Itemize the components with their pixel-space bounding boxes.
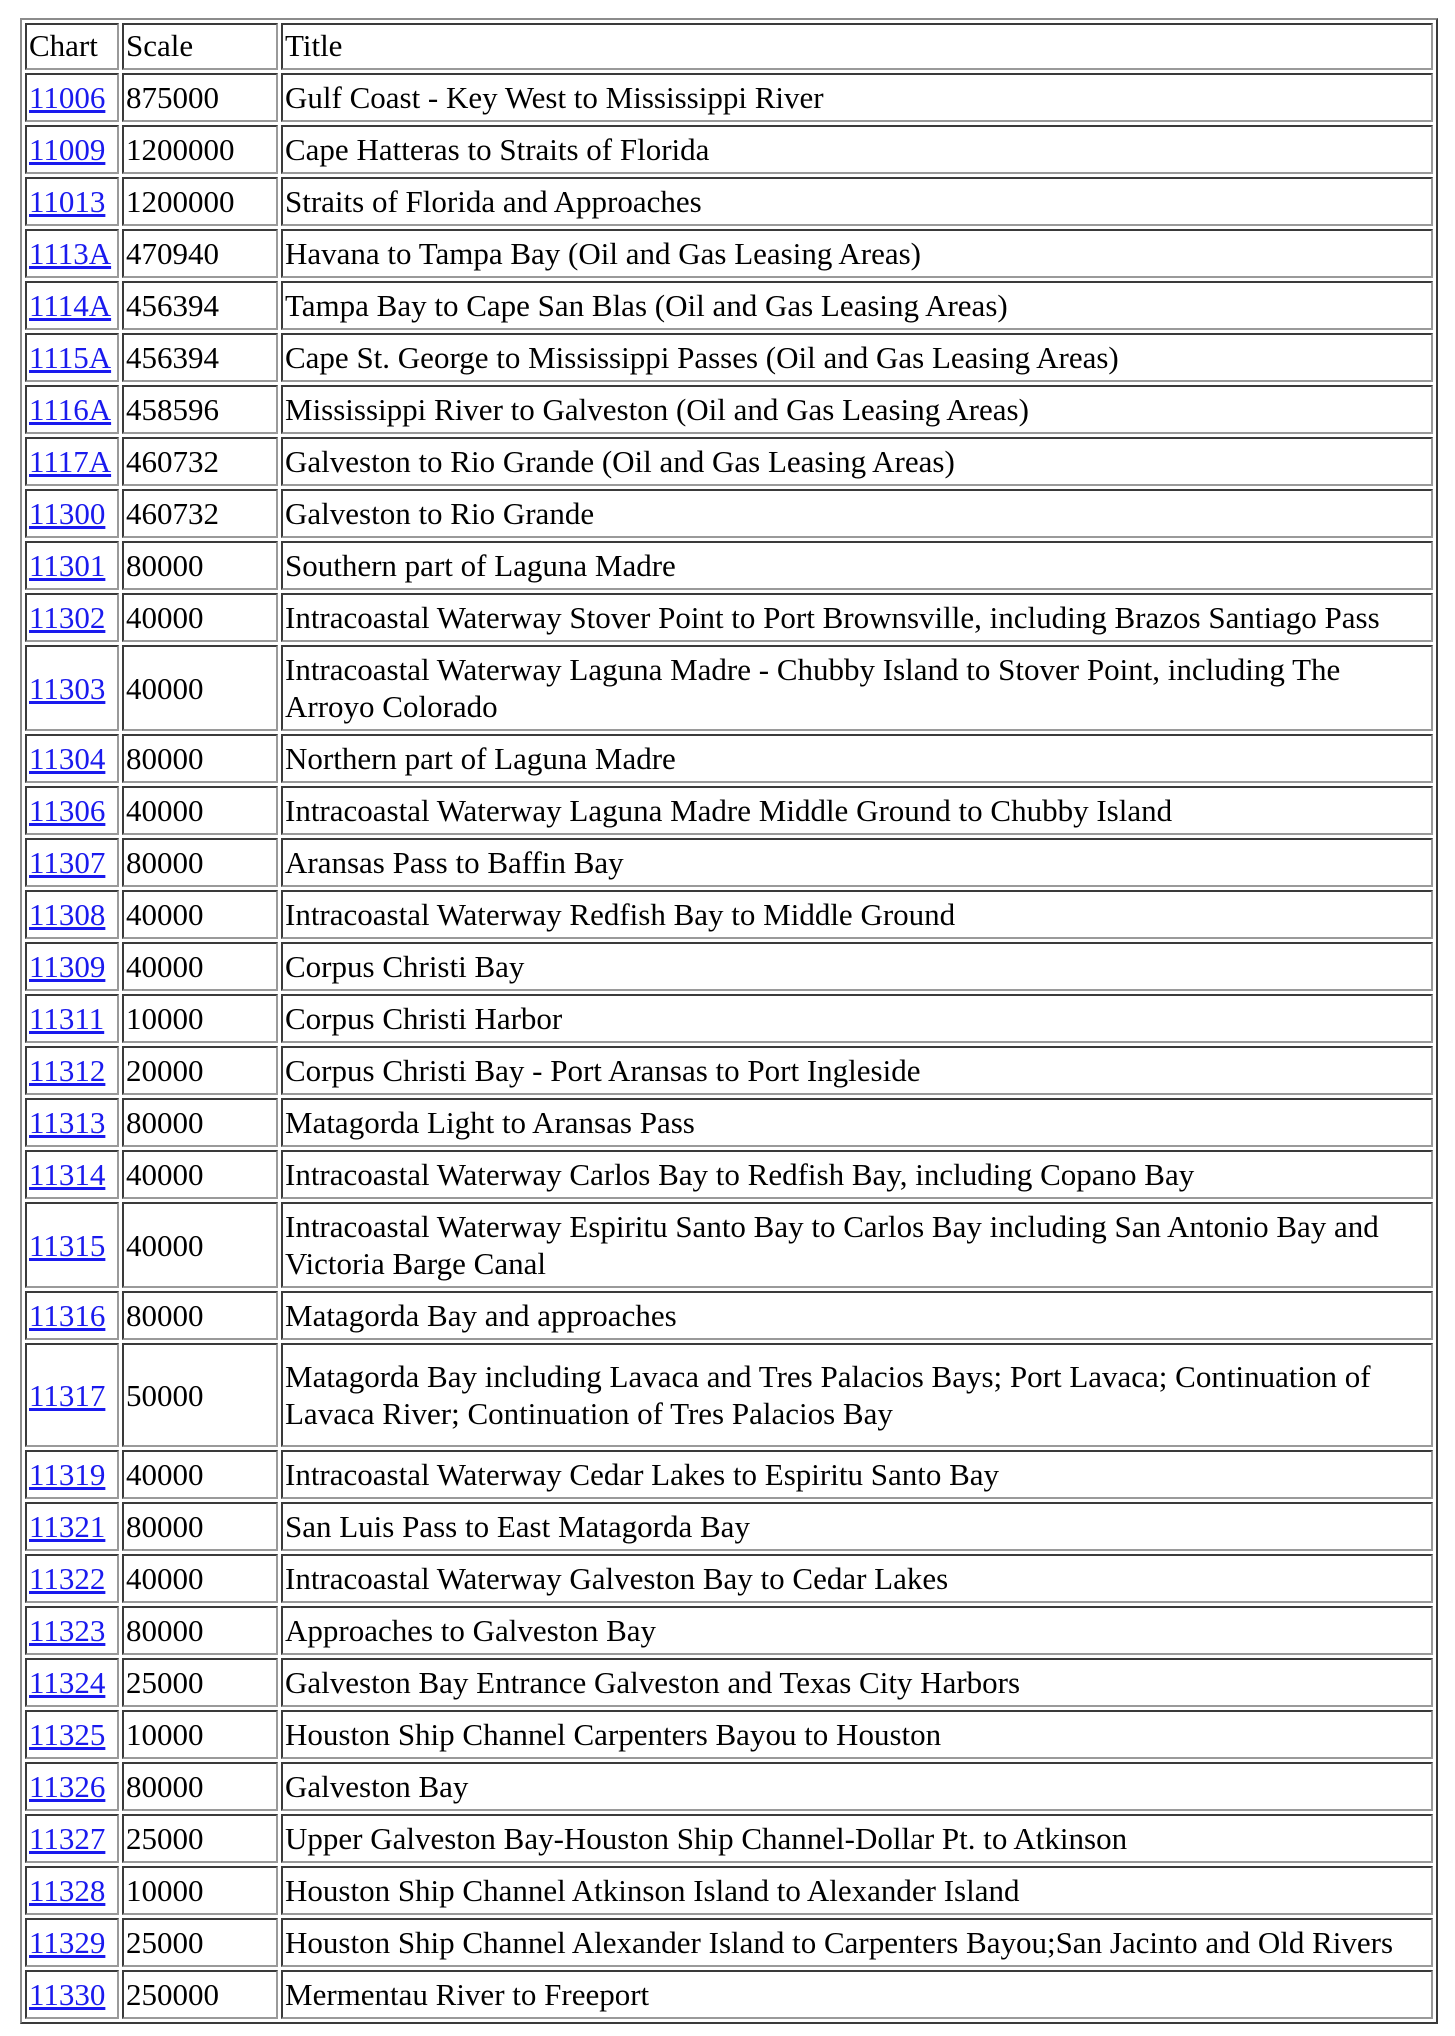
table-row — [25, 1710, 1433, 1759]
table-row — [25, 437, 1433, 486]
table-row — [25, 1343, 1433, 1447]
table-header-row — [25, 23, 1433, 70]
chart-number-cell — [25, 1970, 119, 2019]
chart-number-link[interactable]: 11307 — [29, 845, 106, 880]
chart-number-cell — [25, 786, 119, 835]
title-cell: Galveston to Rio Grande — [281, 489, 1433, 538]
scale-cell: 40000 — [122, 1450, 278, 1499]
chart-number-link[interactable]: 11301 — [29, 548, 106, 583]
chart-number-cell — [25, 994, 119, 1043]
title-cell: Cape Hatteras to Straits of Florida — [281, 125, 1433, 174]
scale-cell: 40000 — [122, 593, 278, 642]
chart-number-link[interactable]: 11317 — [29, 1377, 106, 1413]
chart-number-link[interactable]: 11312 — [29, 1053, 106, 1088]
table-row — [25, 541, 1433, 590]
chart-number-link[interactable]: 11316 — [29, 1298, 106, 1333]
table-row — [25, 1502, 1433, 1551]
scale-cell: 40000 — [122, 786, 278, 835]
chart-number-link[interactable]: 1113A — [29, 236, 112, 271]
chart-number-cell — [25, 890, 119, 939]
table-row — [25, 1554, 1433, 1603]
chart-number-link[interactable]: 11306 — [29, 793, 106, 828]
scale-cell: 25000 — [122, 1814, 278, 1863]
table-row — [25, 838, 1433, 887]
scale-cell: 80000 — [122, 838, 278, 887]
table-row — [25, 1762, 1433, 1811]
chart-number-link[interactable]: 11330 — [29, 1977, 106, 2012]
chart-number-cell — [25, 1814, 119, 1863]
scale-cell: 10000 — [122, 994, 278, 1043]
table-row — [25, 1658, 1433, 1707]
table-row — [25, 229, 1433, 278]
chart-number-cell — [25, 541, 119, 590]
table-row — [25, 489, 1433, 538]
chart-number-link[interactable]: 11314 — [29, 1157, 106, 1192]
chart-number-cell — [25, 177, 119, 226]
table-row — [25, 942, 1433, 991]
table-row — [25, 593, 1433, 642]
chart-number-cell — [25, 73, 119, 122]
title-cell: Matagorda Bay and approaches — [281, 1291, 1433, 1340]
scale-cell: 80000 — [122, 734, 278, 783]
table-row — [25, 1918, 1433, 1967]
scale-cell: 80000 — [122, 1502, 278, 1551]
table-row — [25, 1098, 1433, 1147]
scale-cell: 10000 — [122, 1710, 278, 1759]
chart-number-cell — [25, 1554, 119, 1603]
header-scale: Scale — [122, 23, 278, 70]
chart-number-cell — [25, 1343, 119, 1447]
chart-number-cell — [25, 1450, 119, 1499]
title-cell: Gulf Coast - Key West to Mississippi River — [281, 73, 1433, 122]
title-cell: Intracoastal Waterway Redfish Bay to Middle Ground — [281, 890, 1433, 939]
title-cell: San Luis Pass to East Matagorda Bay — [281, 1502, 1433, 1551]
table-row — [25, 1606, 1433, 1655]
scale-cell: 1200000 — [122, 177, 278, 226]
chart-number-cell — [25, 125, 119, 174]
scale-cell: 40000 — [122, 1202, 278, 1288]
table-row — [25, 1046, 1433, 1095]
table-row — [25, 1970, 1433, 2019]
scale-cell: 456394 — [122, 281, 278, 330]
table-body — [25, 73, 1433, 2019]
scale-cell: 40000 — [122, 890, 278, 939]
chart-number-link[interactable]: 1115A — [29, 340, 112, 375]
chart-number-cell — [25, 281, 119, 330]
chart-number-cell — [25, 1658, 119, 1707]
scale-cell: 460732 — [122, 489, 278, 538]
scale-cell: 1200000 — [122, 125, 278, 174]
scale-cell: 456394 — [122, 333, 278, 382]
chart-number-cell — [25, 1098, 119, 1147]
chart-number-link[interactable]: 11313 — [29, 1105, 106, 1140]
scale-cell: 50000 — [122, 1343, 278, 1447]
chart-number-cell — [25, 838, 119, 887]
table-row — [25, 1450, 1433, 1499]
chart-number-cell — [25, 1710, 119, 1759]
chart-number-cell — [25, 229, 119, 278]
title-cell: Galveston Bay Entrance Galveston and Texas City Harbors — [281, 1658, 1433, 1707]
title-cell: Tampa Bay to Cape San Blas (Oil and Gas Leasing Areas) — [281, 281, 1433, 330]
chart-catalog-table — [20, 18, 1438, 2024]
title-cell: Cape St. George to Mississippi Passes (Oil and Gas Leasing Areas) — [281, 333, 1433, 382]
scale-cell: 40000 — [122, 1554, 278, 1603]
title-cell: Corpus Christi Harbor — [281, 994, 1433, 1043]
table-row — [25, 1866, 1433, 1915]
chart-number-cell — [25, 489, 119, 538]
chart-number-link[interactable]: 11311 — [29, 1001, 105, 1036]
chart-number-link[interactable]: 11322 — [29, 1561, 106, 1596]
table-row — [25, 333, 1433, 382]
table-row — [25, 125, 1433, 174]
scale-cell: 25000 — [122, 1658, 278, 1707]
chart-number-link[interactable]: 11304 — [29, 741, 106, 776]
chart-number-link[interactable]: 1116A — [29, 392, 112, 427]
chart-number-link[interactable]: 11328 — [29, 1873, 106, 1908]
chart-number-cell — [25, 1606, 119, 1655]
table-row — [25, 1202, 1433, 1288]
chart-number-link[interactable]: 11323 — [29, 1613, 106, 1648]
title-cell: Intracoastal Waterway Carlos Bay to Redfish Bay, including Copano Bay — [281, 1150, 1433, 1199]
title-cell: Houston Ship Channel Atkinson Island to Alexander Island — [281, 1866, 1433, 1915]
table-row — [25, 994, 1433, 1043]
table-row — [25, 73, 1433, 122]
chart-number-cell — [25, 333, 119, 382]
title-cell: Mississippi River to Galveston (Oil and Gas Leasing Areas) — [281, 385, 1433, 434]
table-row — [25, 1291, 1433, 1340]
scale-cell: 875000 — [122, 73, 278, 122]
chart-number-cell — [25, 1866, 119, 1915]
title-cell: Galveston Bay — [281, 1762, 1433, 1811]
chart-number-link[interactable]: 11009 — [29, 132, 106, 167]
scale-cell: 40000 — [122, 942, 278, 991]
title-cell: Southern part of Laguna Madre — [281, 541, 1433, 590]
chart-number-link[interactable]: 11325 — [29, 1717, 106, 1752]
chart-number-link[interactable]: 1114A — [29, 288, 112, 323]
chart-number-link[interactable]: 11309 — [29, 949, 106, 984]
title-cell: Corpus Christi Bay — [281, 942, 1433, 991]
chart-number-cell — [25, 1202, 119, 1288]
chart-number-cell — [25, 1762, 119, 1811]
title-cell: Straits of Florida and Approaches — [281, 177, 1433, 226]
title-cell: Northern part of Laguna Madre — [281, 734, 1433, 783]
chart-number-cell — [25, 1918, 119, 1967]
header-title: Title — [281, 23, 1433, 70]
chart-number-link[interactable]: 11324 — [29, 1665, 106, 1700]
scale-cell: 458596 — [122, 385, 278, 434]
table-row — [25, 734, 1433, 783]
chart-number-cell — [25, 1291, 119, 1340]
chart-number-cell — [25, 1046, 119, 1095]
table-row — [25, 1814, 1433, 1863]
chart-number-link[interactable]: 1117A — [29, 444, 112, 479]
chart-number-cell — [25, 1150, 119, 1199]
title-cell: Houston Ship Channel Alexander Island to Carpenters Bayou;San Jacinto and Old Rivers — [281, 1918, 1433, 1967]
chart-number-link[interactable]: 11315 — [29, 1227, 106, 1263]
scale-cell: 80000 — [122, 1098, 278, 1147]
title-cell: Approaches to Galveston Bay — [281, 1606, 1433, 1655]
chart-number-link[interactable]: 11329 — [29, 1925, 106, 1960]
table-row — [25, 281, 1433, 330]
title-cell: Upper Galveston Bay-Houston Ship Channel-Dollar Pt. to Atkinson — [281, 1814, 1433, 1863]
title-cell: Aransas Pass to Baffin Bay — [281, 838, 1433, 887]
title-cell: Mermentau River to Freeport — [281, 1970, 1433, 2019]
title-cell: Galveston to Rio Grande (Oil and Gas Leasing Areas) — [281, 437, 1433, 486]
title-cell: Intracoastal Waterway Laguna Madre Middle Ground to Chubby Island — [281, 786, 1433, 835]
title-cell: Matagorda Bay including Lavaca and Tres Palacios Bays; Port Lavaca; Continuation of Lavaca River; Continuation of Tres Palacios Bay — [281, 1343, 1433, 1447]
chart-number-link[interactable]: 11300 — [29, 496, 106, 531]
table-row — [25, 890, 1433, 939]
chart-number-cell — [25, 437, 119, 486]
chart-number-link[interactable]: 11321 — [29, 1509, 106, 1544]
chart-number-cell — [25, 942, 119, 991]
scale-cell: 40000 — [122, 645, 278, 731]
scale-cell: 80000 — [122, 1291, 278, 1340]
scale-cell: 460732 — [122, 437, 278, 486]
scale-cell: 20000 — [122, 1046, 278, 1095]
chart-number-link[interactable]: 11327 — [29, 1821, 106, 1856]
title-cell: Intracoastal Waterway Stover Point to Port Brownsville, including Brazos Santiago Pass — [281, 593, 1433, 642]
title-cell: Intracoastal Waterway Galveston Bay to Cedar Lakes — [281, 1554, 1433, 1603]
table-row — [25, 1150, 1433, 1199]
title-cell: Intracoastal Waterway Espiritu Santo Bay to Carlos Bay including San Antonio Bay and Victoria Barge Canal — [281, 1202, 1433, 1288]
scale-cell: 250000 — [122, 1970, 278, 2019]
scale-cell: 80000 — [122, 1762, 278, 1811]
title-cell: Havana to Tampa Bay (Oil and Gas Leasing Areas) — [281, 229, 1433, 278]
title-cell: Houston Ship Channel Carpenters Bayou to Houston — [281, 1710, 1433, 1759]
chart-number-cell — [25, 385, 119, 434]
scale-cell: 80000 — [122, 541, 278, 590]
chart-number-cell — [25, 1502, 119, 1551]
chart-number-cell — [25, 593, 119, 642]
title-cell: Corpus Christi Bay - Port Aransas to Port Ingleside — [281, 1046, 1433, 1095]
chart-number-link[interactable]: 11302 — [29, 600, 106, 635]
title-cell: Intracoastal Waterway Cedar Lakes to Espiritu Santo Bay — [281, 1450, 1433, 1499]
title-cell: Intracoastal Waterway Laguna Madre - Chubby Island to Stover Point, including The Arroyo Colorado — [281, 645, 1433, 731]
chart-number-link[interactable]: 11319 — [29, 1457, 106, 1492]
scale-cell: 40000 — [122, 1150, 278, 1199]
table-row — [25, 645, 1433, 731]
header-chart: Chart — [25, 23, 119, 70]
chart-number-link[interactable]: 11006 — [29, 80, 106, 115]
chart-number-link[interactable]: 11013 — [29, 184, 106, 219]
chart-number-cell — [25, 645, 119, 731]
scale-cell: 25000 — [122, 1918, 278, 1967]
scale-cell: 470940 — [122, 229, 278, 278]
chart-number-cell — [25, 734, 119, 783]
chart-number-link[interactable]: 11308 — [29, 897, 106, 932]
chart-number-link[interactable]: 11303 — [29, 670, 106, 706]
scale-cell: 80000 — [122, 1606, 278, 1655]
title-cell: Matagorda Light to Aransas Pass — [281, 1098, 1433, 1147]
scale-cell: 10000 — [122, 1866, 278, 1915]
chart-number-link[interactable]: 11326 — [29, 1769, 106, 1804]
table-row — [25, 385, 1433, 434]
table-row — [25, 786, 1433, 835]
table-row — [25, 177, 1433, 226]
